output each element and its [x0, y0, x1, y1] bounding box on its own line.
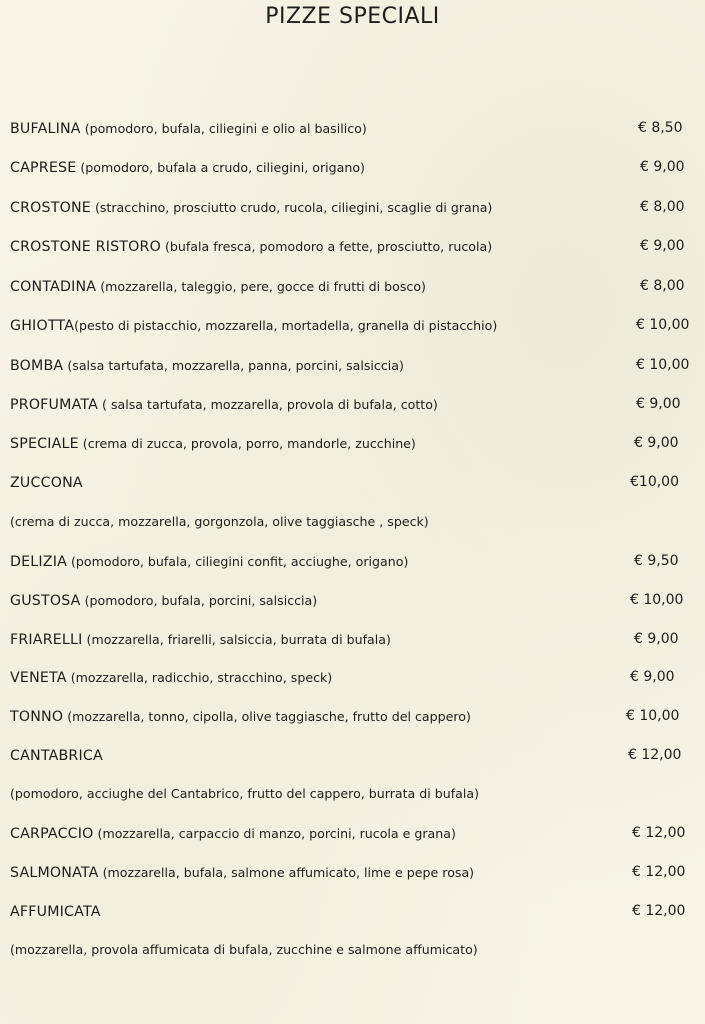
item-name: AFFUMICATA — [10, 904, 101, 920]
menu-item-tonno — [10, 704, 700, 728]
menu-item-bufalina — [10, 116, 700, 140]
item-price: € 12,00 — [632, 864, 686, 880]
menu-item-profumata — [10, 392, 700, 416]
menu-item-bomba — [10, 353, 700, 377]
item-description-affumicata: (mozzarella, provola affumicata di bufala, zucchine e salmone affumicato) — [10, 942, 478, 957]
item-price: € 12,00 — [628, 747, 682, 763]
item-description-zuccona: (crema di zucca, mozzarella, gorgonzola, olive taggiasche , speck) — [10, 514, 429, 529]
page-title: PIZZE SPECIALI — [265, 4, 440, 29]
menu-item-carpaccio — [10, 821, 700, 845]
item-price: €10,00 — [630, 474, 679, 490]
item-name: VENETA — [10, 670, 67, 686]
item-ingredients: (mozzarella, carpaccio di manzo, porcini, rucola e grana) — [93, 826, 456, 841]
item-price: € 12,00 — [632, 825, 686, 841]
item-ingredients: (mozzarella, friarelli, salsiccia, burrata di bufala) — [82, 632, 391, 647]
item-ingredients: (mozzarella, radicchio, stracchino, speck) — [66, 670, 333, 685]
item-price: € 9,00 — [634, 435, 679, 451]
item-ingredients: (mozzarella, taleggio, pere, gocce di frutti di bosco) — [96, 279, 426, 294]
item-name: DELIZIA — [10, 554, 67, 570]
menu-item-crostone-ristoro — [10, 234, 700, 258]
item-price: € 10,00 — [626, 708, 680, 724]
item-price: € 10,00 — [630, 592, 684, 608]
menu-item-veneta — [10, 665, 700, 689]
item-ingredients: (salsa tartufata, mozzarella, panna, porcini, salsiccia) — [63, 358, 404, 373]
menu-item-affumicata — [10, 899, 700, 923]
menu-item-gustosa — [10, 588, 700, 612]
item-ingredients: (pomodoro, bufala, ciliegini confit, acciughe, origano) — [67, 554, 409, 569]
item-price: € 12,00 — [632, 903, 686, 919]
item-name: GHIOTTA — [10, 318, 75, 334]
item-name: GUSTOSA — [10, 593, 81, 609]
item-ingredients: (crema di zucca, provola, porro, mandorle, zucchine) — [78, 436, 416, 451]
menu-item-delizia — [10, 549, 700, 573]
item-price: € 9,00 — [640, 238, 685, 254]
item-name: PROFUMATA — [10, 397, 99, 413]
item-name: BOMBA — [10, 358, 64, 374]
menu-item-ghiotta — [10, 313, 700, 337]
item-price: € 9,00 — [636, 396, 681, 412]
item-ingredients: (mozzarella, bufala, salmone affumicato, lime e pepe rosa) — [98, 865, 475, 880]
item-name: CONTADINA — [10, 279, 97, 295]
item-name: SPECIALE — [10, 436, 79, 452]
menu-item-crostone — [10, 195, 700, 219]
item-name: CROSTONE — [10, 200, 91, 216]
menu-item-caprese — [10, 155, 700, 179]
menu-item-contadina — [10, 274, 700, 298]
item-ingredients: (pesto di pistacchio, mozzarella, mortadella, granella di pistacchio) — [74, 318, 498, 333]
item-price: € 9,00 — [640, 159, 685, 175]
item-price: € 9,00 — [634, 631, 679, 647]
item-name: SALMONATA — [10, 865, 99, 881]
item-price: € 10,00 — [636, 357, 690, 373]
item-description-cantabrica: (pomodoro, acciughe del Cantabrico, frutto del cappero, burrata di bufala) — [10, 786, 480, 801]
menu-item-speciale — [10, 431, 700, 455]
item-name: CANTABRICA — [10, 748, 103, 764]
item-price: € 8,00 — [640, 199, 685, 215]
item-name: CAPRESE — [10, 160, 77, 176]
item-name: BUFALINA — [10, 121, 81, 137]
menu-item-zuccona — [10, 470, 700, 494]
menu-item-friarelli — [10, 627, 700, 651]
item-ingredients: (pomodoro, bufala, ciliegini e olio al basilico) — [80, 121, 367, 136]
item-price: € 10,00 — [636, 317, 690, 333]
item-price: € 8,50 — [638, 120, 683, 136]
item-name: CROSTONE RISTORO — [10, 239, 161, 255]
item-ingredients: (mozzarella, tonno, cipolla, olive taggiasche, frutto del cappero) — [63, 709, 471, 724]
item-name: FRIARELLI — [10, 632, 83, 648]
item-ingredients: ( salsa tartufata, mozzarella, provola di bufala, cotto) — [98, 397, 438, 412]
menu-item-cantabrica — [10, 743, 700, 767]
item-price: € 9,00 — [630, 669, 675, 685]
item-ingredients: (stracchino, prosciutto crudo, rucola, ciliegini, scaglie di grana) — [90, 200, 493, 215]
item-name: CARPACCIO — [10, 826, 94, 842]
item-ingredients: (pomodoro, bufala, porcini, salsiccia) — [80, 593, 318, 608]
menu-item-salmonata — [10, 860, 700, 884]
item-name: TONNO — [10, 709, 64, 725]
item-price: € 9,50 — [634, 553, 679, 569]
item-name: ZUCCONA — [10, 475, 83, 491]
item-price: € 8,00 — [640, 278, 685, 294]
item-ingredients: (pomodoro, bufala a crudo, ciliegini, origano) — [76, 160, 365, 175]
item-ingredients: (bufala fresca, pomodoro a fette, prosciutto, rucola) — [160, 239, 493, 254]
